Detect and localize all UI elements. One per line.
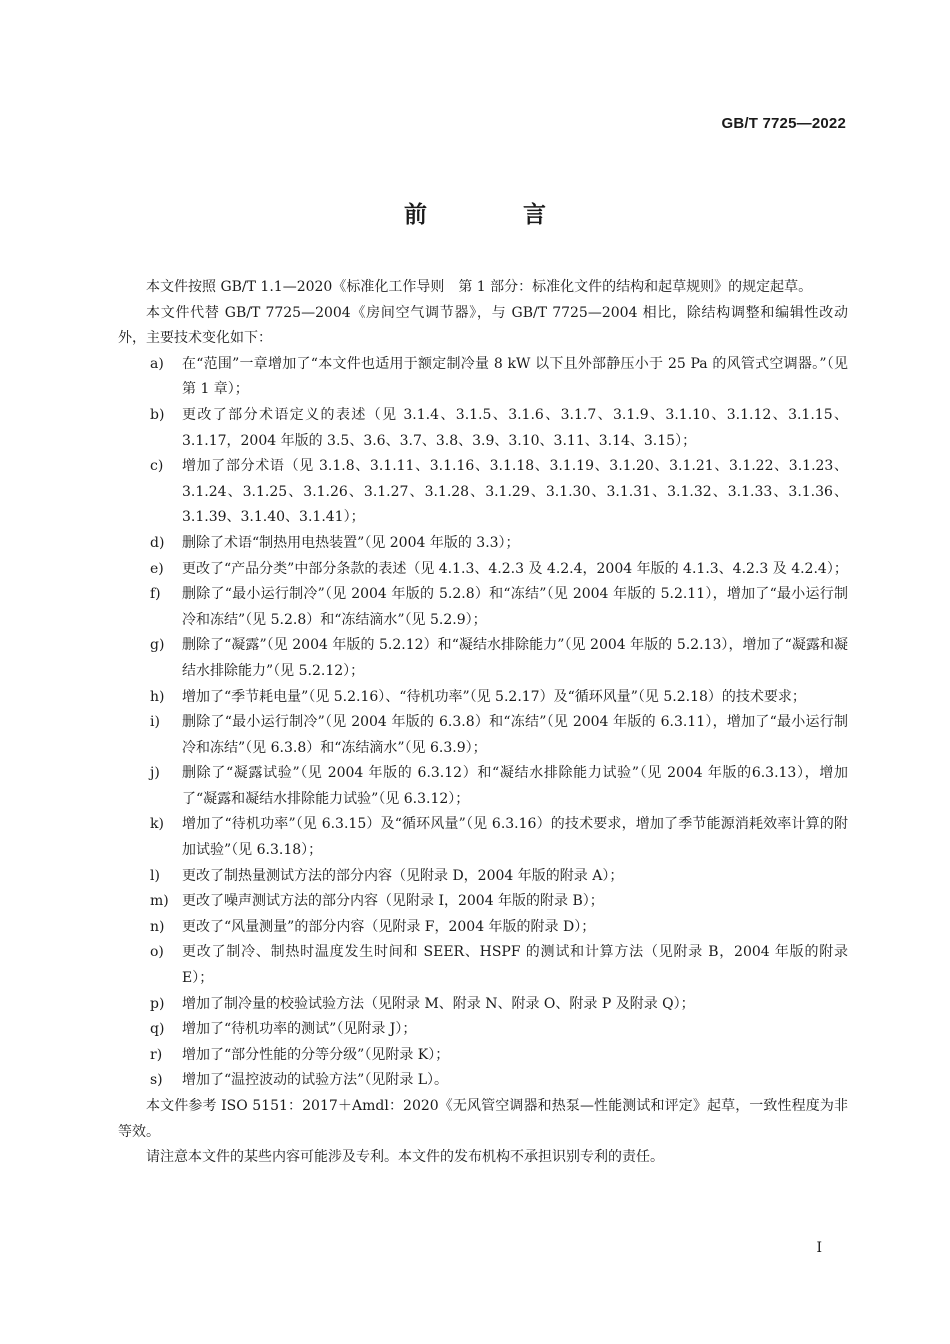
list-item-marker: b) <box>150 406 165 423</box>
list-item <box>118 454 848 531</box>
list-item <box>118 710 848 761</box>
list-item-text: 更改了制热量测试方法的部分内容（见附录 D，2004 年版的附录 A）； <box>182 867 624 884</box>
list-item-marker: q) <box>150 1021 165 1038</box>
list-item-text: 更改了部分术语定义的表述（见 3.1.4、3.1.5、3.1.6、3.1.7、3.1.9、3.1.10、3.1.12、3.1.15、3.1.17，2004 年版的 3.5、3.6、3.7、3.8、3.9、3.10、3.11、3.14、3.15）； <box>182 406 848 449</box>
list-item <box>118 1017 848 1043</box>
list-item <box>118 915 848 941</box>
list-item-text: 增加了“待机功率”（见 6.3.15）及“循环风量”（见 6.3.16）的技术要求，增加了季节能源消耗效率计算的附加试验”（见 6.3.18）； <box>182 816 848 859</box>
list-item <box>118 864 848 890</box>
paragraph-replacement: 本文件代替 GB/T 7725—2004《房间空气调节器》，与 GB/T 7725—2004 相比，除结构调整和编辑性改动外，主要技术变化如下： <box>118 304 848 347</box>
list-item-text: 删除了“凝露试验”（见 2004 年版的 6.3.12）和“凝结水排除能力试验”（见 2004 年版的6.3.13），增加了“凝露和凝结水排除能力试验”（见 6.3.12）； <box>182 765 848 807</box>
list-item <box>118 761 848 812</box>
list-item-marker: a) <box>150 355 164 372</box>
list-item-marker: m) <box>150 893 169 910</box>
list-item <box>118 352 848 403</box>
paragraph-patent-notice: 请注意本文件的某些内容可能涉及专利。本文件的发布机构不承担识别专利的责任。 <box>146 1149 664 1166</box>
list-item-text: 删除了“最小运行制冷”（见 2004 年版的 5.2.8）和“冻结”（见 2004 年版的 5.2.11），增加了“最小运行制冷和冻结”（见 5.2.8）和“冻结滴水”（见 5.2.9）； <box>182 586 848 628</box>
list-item <box>118 1068 848 1094</box>
page-title: 前 言 <box>403 202 590 228</box>
list-item-marker: f) <box>150 586 161 603</box>
list-item <box>118 1043 848 1069</box>
list-item-marker: n) <box>150 918 165 935</box>
list-item-text: 更改了制冷、制热时温度发生时间和 SEER、HSPF 的测试和计算方法（见附录 B，2004 年版的附录 E）； <box>182 944 848 987</box>
list-item-text: 在“范围”一章增加了“本文件也适用于额定制冷量 8 kW 以下且外部静压小于 25 Pa 的风管式空调器。”（见第 1 章）； <box>182 355 848 398</box>
list-item-marker: k) <box>150 816 164 833</box>
list-item-marker: l) <box>150 867 160 884</box>
list-item-marker: r) <box>150 1046 163 1063</box>
paragraph-reference: 本文件参考 ISO 5151：2017＋Amdl：2020《无风管空调器和热泵—性能测试和评定》起草，一致性程度为非等效。 <box>118 1098 848 1140</box>
list-item-marker: i) <box>150 714 160 731</box>
list-item-marker: d) <box>150 534 165 551</box>
list-item-marker: o) <box>150 944 164 961</box>
list-item-marker: j) <box>150 765 160 782</box>
preface-body <box>118 275 848 1171</box>
list-item-text: 删除了“最小运行制冷”（见 2004 年版的 6.3.8）和“冻结”（见 2004 年版的 6.3.11），增加了“最小运行制冷和冻结”（见 6.3.8）和“冻结滴水”（见 6.3.9）； <box>182 714 848 756</box>
list-item <box>118 940 848 991</box>
list-item <box>118 685 848 711</box>
list-item <box>118 633 848 684</box>
list-item-marker: g) <box>150 637 165 654</box>
list-item-text: 增加了制冷量的校验试验方法（见附录 M、附录 N、附录 O、附录 P 及附录 Q）； <box>182 995 695 1012</box>
list-item <box>118 403 848 454</box>
paragraph-drafting-rules: 本文件按照 GB/T 1.1—2020《标准化工作导则 第 1 部分：标准化文件的结构和起草规则》的规定起草。 <box>146 279 813 295</box>
list-item-marker: e) <box>150 560 164 577</box>
list-item-text: 删除了“凝露”（见 2004 年版的 5.2.12）和“凝结水排除能力”（见 2004 年版的 5.2.13），增加了“凝露和凝结水排除能力”（见 5.2.12）； <box>182 637 848 679</box>
list-item-text: 更改了噪声测试方法的部分内容（见附录 I，2004 年版的附录 B）； <box>182 893 604 910</box>
list-item <box>118 531 848 557</box>
list-item-marker: h) <box>150 688 165 705</box>
list-item-text: 删除了术语“制热用电热装置”（见 2004 年版的 3.3）； <box>182 534 520 551</box>
list-item-text: 增加了“温控波动的试验方法”（见附录 L）。 <box>182 1072 449 1089</box>
list-item-marker: s) <box>150 1072 163 1089</box>
list-item-marker: c) <box>150 458 164 475</box>
list-item <box>118 889 848 915</box>
page-number: I <box>816 1240 822 1256</box>
standard-code: GB/T 7725—2022 <box>721 115 846 132</box>
list-item-text: 更改了“风量测量”的部分内容（见附录 F，2004 年版的附录 D）； <box>182 918 596 935</box>
technical-changes-list <box>118 352 848 1094</box>
list-item-text: 增加了“季节耗电量”（见 5.2.16）、“待机功率”（见 5.2.17）及“循环风量”（见 5.2.18）的技术要求； <box>182 688 806 705</box>
list-item-text: 更改了“产品分类”中部分条款的表述（见 4.1.3、4.2.3 及 4.2.4，2004 年版的 4.1.3、4.2.3 及 4.2.4）； <box>182 560 848 577</box>
list-item <box>118 812 848 863</box>
list-item <box>118 582 848 633</box>
list-item-text: 增加了“部分性能的分等分级”（见附录 K）； <box>182 1046 450 1063</box>
list-item <box>118 992 848 1018</box>
list-item <box>118 557 848 583</box>
list-item-text: 增加了部分术语（见 3.1.8、3.1.11、3.1.16、3.1.18、3.1.19、3.1.20、3.1.21、3.1.22、3.1.23、3.1.24、3.1.25、3.1.26、3.1.27、3.1.28、3.1.29、3.1.30、3.1.31、3.1.32、3.1.33、3.1.36、3.1.39、3.1.40、3.1.41）； <box>182 458 848 526</box>
list-item-marker: p) <box>150 995 165 1012</box>
list-item-text: 增加了“待机功率的测试”（见附录 J）； <box>182 1021 417 1038</box>
